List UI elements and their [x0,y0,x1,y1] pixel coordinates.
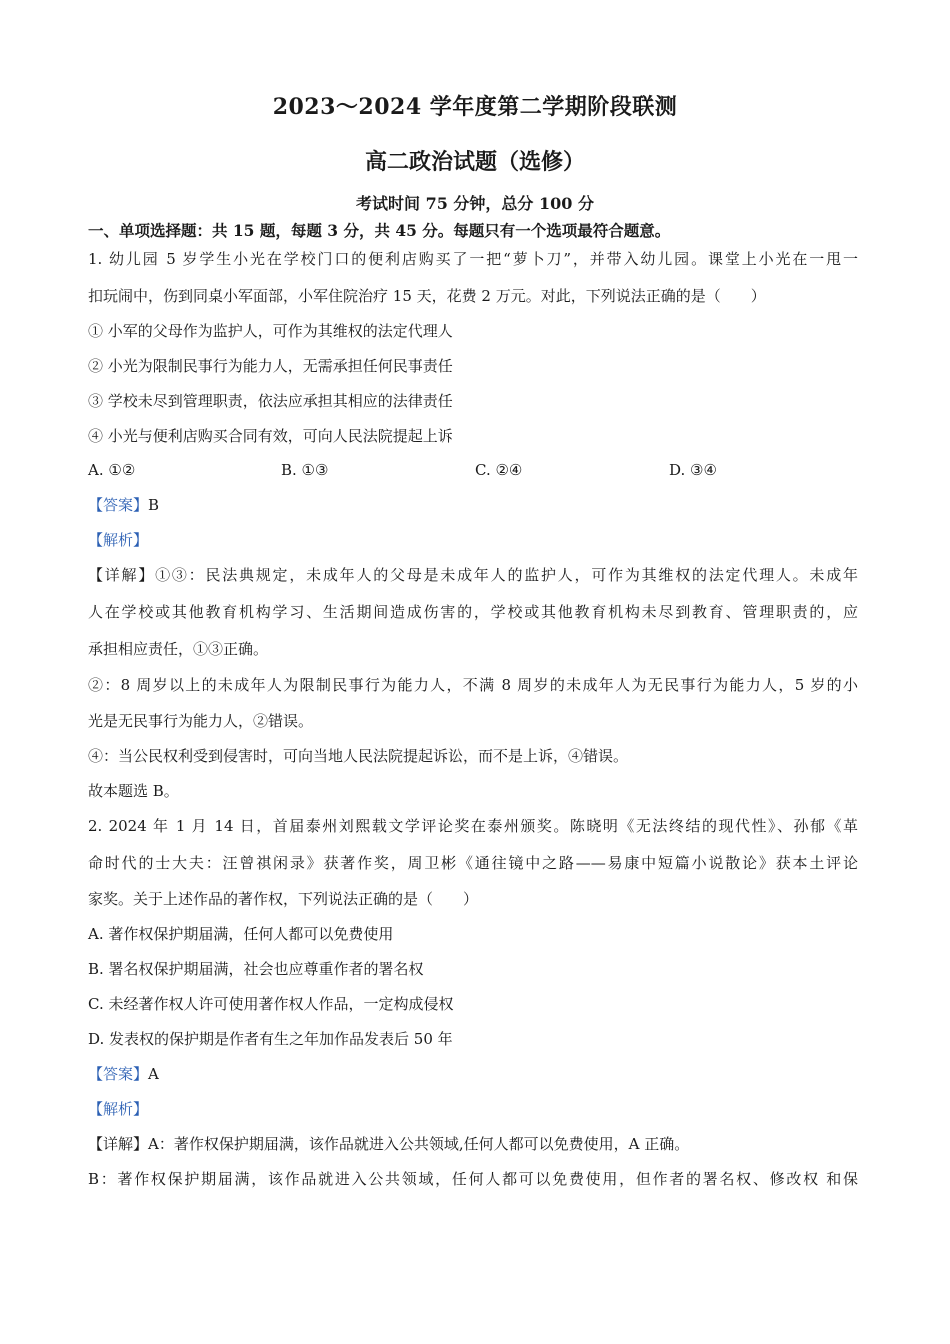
q1-option-d: D. ③④ [669,461,717,479]
answer-tag: 【答案】 [88,496,149,514]
q1-option-c: C. ②④ [475,461,523,479]
q1-detail-line-4: ②：8 周岁以上的未成年人为限制民事行为能力人，不满 8 周岁的未成年人为无民事行为能力人，5 岁的小 [88,676,858,694]
q2-answer-line [88,1064,159,1084]
q1-option-a: A. ①② [88,461,136,479]
q1-detail-line-3: 承担相应责任，①③正确。 [88,640,269,658]
q1-detail-line-2: 人在学校或其他教育机构学习、生活期间造成伤害的，学校或其他教育机构未尽到教育、管理职责的，应 [88,603,858,621]
answer-value: B [148,496,160,514]
q1-detail-line-6: ④：当公民权利受到侵害时，可向当地人民法院提起诉讼，而不是上诉，④错误。 [88,747,629,765]
q2-option-a: A. 著作权保护期届满，任何人都可以免费使用 [88,925,394,943]
q1-option-b: B. ①③ [281,461,329,479]
q1-statement-4: ④ 小光与便利店购买合同有效，可向人民法院提起上诉 [88,427,453,445]
section-heading: 一、单项选择题：共 15 题，每题 3 分，共 45 分。每题只有一个选项最符合题意。 [88,221,671,240]
q1-statement-2: ② 小光为限制民事行为能力人，无需承担任何民事责任 [88,357,453,375]
q2-stem-line-1: 2. 2024 年 1 月 14 日，首届泰州刘熙载文学评论奖在泰州颁奖。陈晓明《无法终结的现代性》、孙郁《革 [88,817,858,835]
q1-conclusion: 故本题选 B。 [88,782,179,800]
q1-statement-1: ① 小军的父母作为监护人，可作为其维权的法定代理人 [88,322,453,340]
q2-option-d: D. 发表权的保护期是作者有生之年加作品发表后 50 年 [88,1030,453,1048]
q2-stem-line-2: 命时代的士大夫：汪曾祺闲录》获著作奖，周卫彬《通往镜中之路——易康中短篇小说散论》获本土评论 [88,854,858,872]
exam-title: 2023～2024 学年度第二学期阶段联测 [272,94,678,120]
q1-stem-line-2: 扣玩闹中，伤到同桌小军面部，小军住院治疗 15 天，花费 2 万元。对此，下列说法正确的是（ ） [88,287,766,305]
q1-detail-line-5: 光是无民事行为能力人，②错误。 [88,712,314,730]
q1-statement-3: ③ 学校未尽到管理职责，依法应承担其相应的法律责任 [88,392,453,410]
exam-subtitle: 高二政治试题（选修） [364,149,585,175]
q1-detail-line-1: 【详解】①③：民法典规定，未成年人的父母是未成年人的监护人，可作为其维权的法定代理人。未成年 [88,566,858,584]
q1-stem-line-1: 1. 幼儿园 5 岁学生小光在学校门口的便利店购买了一把“萝卜刀”，并带入幼儿园。课堂上小光在一甩一 [88,250,858,268]
q2-option-b: B. 署名权保护期届满，社会也应尊重作者的署名权 [88,960,424,978]
q2-stem-line-3: 家奖。关于上述作品的著作权，下列说法正确的是（ ） [88,890,479,908]
q2-analysis-tag: 【解析】 [88,1100,149,1118]
q1-answer-line [88,495,159,515]
q2-option-c: C. 未经著作权人许可使用著作权人作品，一定构成侵权 [88,995,454,1013]
q2-detail-line-1: 【详解】A：著作权保护期届满，该作品就进入公共领域,任何人都可以免费使用，A 正确。 [88,1135,690,1153]
answer-tag: 【答案】 [88,1065,149,1083]
q2-detail-line-2: B：著作权保护期届满，该作品就进入公共领域，任何人都可以免费使用，但作者的署名权、修改权 和保 [88,1170,858,1188]
q1-analysis-tag: 【解析】 [88,531,149,549]
exam-info: 考试时间 75 分钟，总分 100 分 [356,194,594,213]
answer-value: A [148,1065,159,1083]
